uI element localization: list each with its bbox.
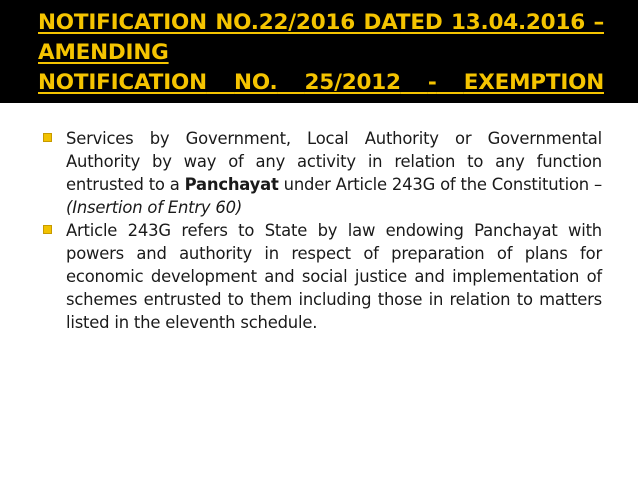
title-word: NO. [234, 70, 278, 95]
title-word: - [427, 70, 437, 95]
title-word: 25/2012 [304, 70, 401, 95]
title-line-2 [38, 68, 604, 98]
bullet-item-entry-60 [42, 127, 602, 219]
title-line-1: NOTIFICATION NO.22/2016 DATED 13.04.2016 – AMENDING [38, 10, 604, 65]
bullet-list [42, 127, 602, 334]
bullet-text: Services by Government, Local Authority or Governmental Authority by way of any activity in relation to any function entrusted to a [66, 129, 602, 194]
title-word: NOTIFICATION [38, 70, 207, 95]
title-band [0, 0, 638, 103]
bullet-item-article-243g [42, 219, 602, 334]
bullet-italic-note: (Insertion of Entry 60) [66, 198, 243, 217]
title-word: EXEMPTION [463, 70, 604, 95]
bullet-text: Article 243G refers to State by law endowing Panchayat with powers and authority in respect of preparation of plans for economic development and social justice and implementation of schemes entrusted to them including those in relation to matters listed in the eleventh schedule. [66, 221, 602, 332]
bullet-text-continued: under Article 243G of the Constitution – [278, 175, 603, 194]
square-bullet-icon [43, 225, 52, 234]
slide-title [38, 8, 604, 98]
bullet-bold-term: Panchayat [184, 175, 279, 194]
square-bullet-icon [43, 133, 52, 142]
